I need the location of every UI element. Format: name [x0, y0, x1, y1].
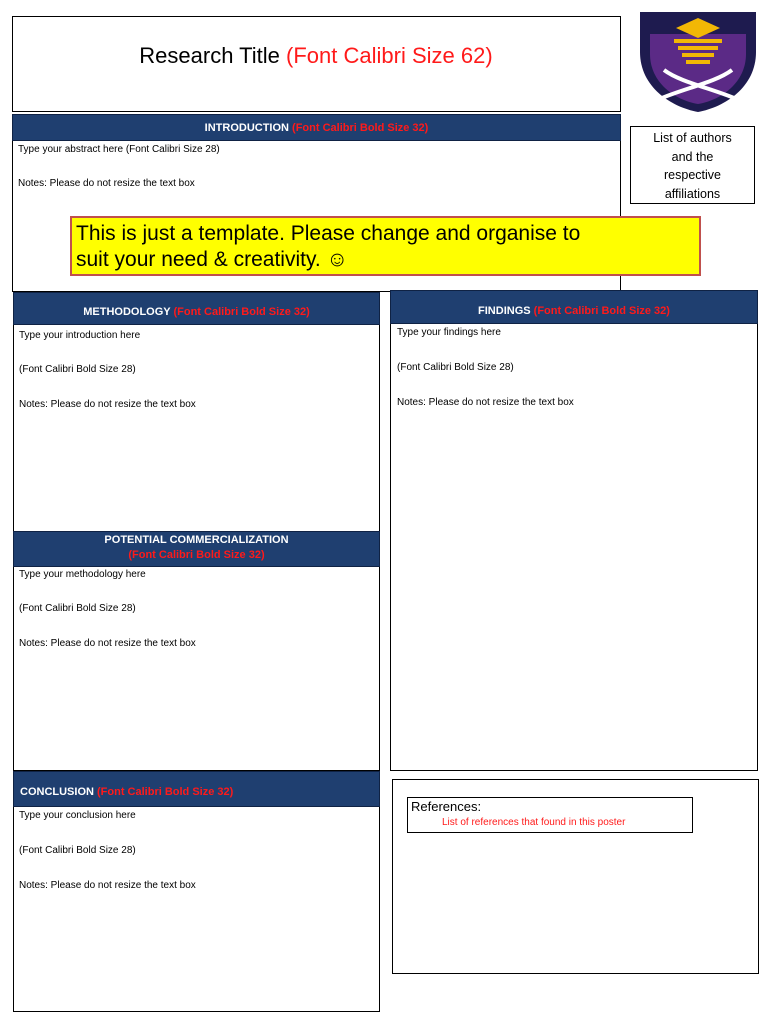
banner-line-1: This is just a template. Please change and organise to — [76, 222, 581, 245]
findings-box[interactable] — [390, 323, 758, 771]
methodology-heading-note: (Font Calibri Bold Size 32) — [173, 306, 310, 318]
findings-heading-note: (Font Calibri Bold Size 32) — [533, 305, 670, 317]
introduction-line-2: Notes: Please do not resize the text box — [18, 178, 195, 189]
introduction-header — [12, 114, 621, 141]
conclusion-line-3: Notes: Please do not resize the text box — [19, 880, 196, 891]
title-font-note: (Font Calibri Size 62) — [286, 43, 493, 68]
commercialization-heading-note: (Font Calibri Bold Size 32) — [128, 549, 265, 561]
conclusion-line-1: Type your conclusion here — [19, 810, 136, 821]
methodology-header — [13, 292, 380, 325]
conclusion-header — [13, 771, 380, 807]
methodology-line-2: (Font Calibri Bold Size 28) — [19, 364, 136, 375]
authors-box[interactable] — [630, 126, 755, 204]
methodology-line-3: Notes: Please do not resize the text box — [19, 399, 196, 410]
introduction-heading-note: (Font Calibri Bold Size 32) — [292, 122, 429, 134]
commercialization-line-2: (Font Calibri Bold Size 28) — [19, 603, 136, 614]
commercialization-line-1: Type your methodology here — [19, 569, 146, 580]
authors-line-2: and the — [671, 149, 714, 164]
commercialization-heading: POTENTIAL COMMERCIALIZATION — [104, 534, 289, 546]
university-logo — [640, 12, 756, 112]
references-box[interactable] — [407, 797, 693, 833]
references-note: List of references that found in this poster — [442, 817, 626, 828]
conclusion-box[interactable] — [13, 806, 380, 1012]
findings-header — [390, 290, 758, 324]
conclusion-heading: CONCLUSION — [20, 786, 94, 798]
findings-line-2: (Font Calibri Bold Size 28) — [397, 362, 514, 373]
template-notice-banner[interactable] — [70, 216, 701, 276]
research-title[interactable] — [13, 43, 619, 69]
conclusion-heading-note: (Font Calibri Bold Size 32) — [97, 786, 234, 798]
authors-line-4: affiliations — [664, 186, 721, 201]
introduction-line-1: Type your abstract here (Font Calibri Size 28) — [18, 144, 220, 155]
authors-line-3: respective — [664, 168, 721, 182]
authors-line-1: List of authors — [653, 131, 732, 145]
introduction-heading: INTRODUCTION — [204, 122, 289, 134]
findings-heading: FINDINGS — [478, 305, 531, 317]
references-heading: References: — [411, 799, 482, 814]
commercialization-line-3: Notes: Please do not resize the text box — [19, 638, 196, 649]
findings-line-3: Notes: Please do not resize the text box — [397, 397, 574, 408]
commercialization-header — [13, 531, 380, 567]
methodology-heading: METHODOLOGY — [83, 306, 171, 318]
title-text: Research Title — [139, 43, 280, 68]
findings-line-1: Type your findings here — [397, 327, 501, 338]
methodology-box[interactable] — [13, 324, 380, 532]
banner-line-2: suit your need & creativity. ☺ — [76, 248, 348, 271]
conclusion-line-2: (Font Calibri Bold Size 28) — [19, 845, 136, 856]
commercialization-box[interactable] — [13, 566, 380, 771]
methodology-line-1: Type your introduction here — [19, 330, 141, 341]
